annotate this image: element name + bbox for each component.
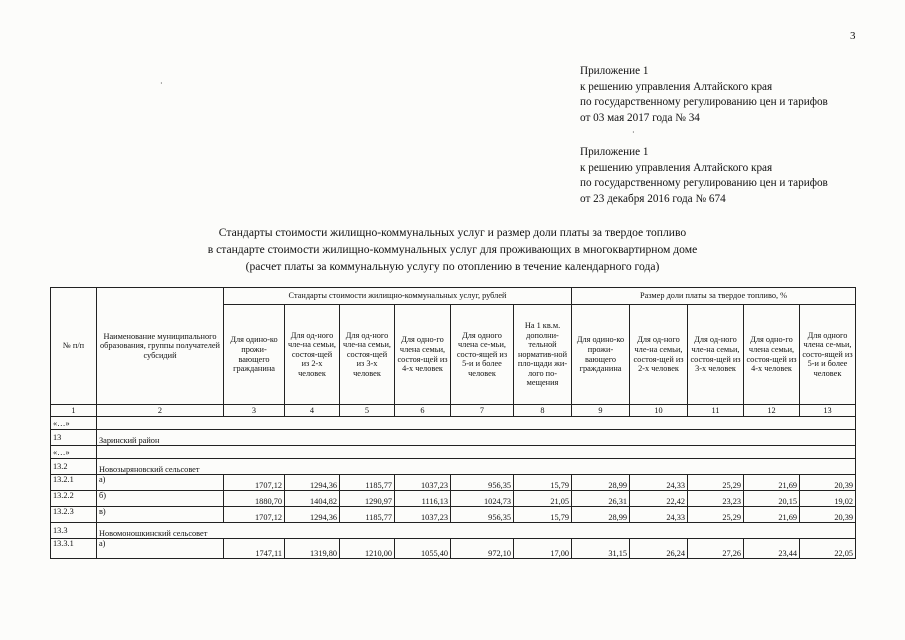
- table-row: [51, 507, 856, 523]
- header-share-col: Для од-ного чле-на семьи, состоя-щей из 2-х человек: [630, 305, 688, 405]
- value-cell: 25,29: [688, 507, 744, 523]
- value-cell: 28,99: [572, 507, 630, 523]
- column-number: 6: [395, 405, 451, 417]
- table-row: [51, 523, 856, 539]
- value-cell: 1319,80: [285, 539, 340, 559]
- table-row: [51, 459, 856, 475]
- value-cell: 20,39: [800, 475, 856, 491]
- row-number: 13.3: [51, 523, 97, 539]
- appendix-line: по государственному регулированию цен и тарифов: [580, 177, 828, 189]
- header-standard-col: Для одино-ко прожи-вающего гражданина: [224, 305, 285, 405]
- row-number: 13: [51, 430, 97, 446]
- value-cell: 17,00: [514, 539, 572, 559]
- appendix-line: от 03 мая 2017 года № 34: [580, 111, 700, 124]
- section-name: Заринский район: [97, 430, 856, 446]
- column-number: 13: [800, 405, 856, 417]
- value-cell: 1290,97: [340, 491, 395, 507]
- value-cell: 22,42: [630, 491, 688, 507]
- value-cell: 1055,40: [395, 539, 451, 559]
- value-cell: 22,05: [800, 539, 856, 559]
- value-cell: 1185,77: [340, 507, 395, 523]
- column-number: 10: [630, 405, 688, 417]
- value-cell: 19,02: [800, 491, 856, 507]
- value-cell: 1294,36: [285, 475, 340, 491]
- empty-cell: [97, 417, 856, 430]
- value-cell: 1707,12: [224, 507, 285, 523]
- column-number: 2: [97, 405, 224, 417]
- appendix-line: к решению управления Алтайского края: [580, 80, 773, 93]
- row-number: 13.2.2: [51, 491, 97, 507]
- document-title: [180, 224, 725, 275]
- scan-dot: ·: [632, 128, 635, 137]
- value-cell: 27,26: [688, 539, 744, 559]
- value-cell: 23,23: [688, 491, 744, 507]
- value-cell: 972,10: [451, 539, 514, 559]
- scan-dot: ·: [160, 79, 163, 88]
- title-line: в стандарте стоимости жилищно-коммунальных услуг для проживающих в многоквартирном доме: [207, 243, 698, 256]
- value-cell: 1880,70: [224, 491, 285, 507]
- title-line: Стандарты стоимости жилищно-коммунальных услуг и размер доли платы за твердое топливо: [218, 226, 687, 239]
- value-cell: 956,35: [451, 475, 514, 491]
- group-name: а): [97, 475, 224, 491]
- value-cell: 23,44: [744, 539, 800, 559]
- header-standard-col: Для одно-го члена семьи, состоя-щей из 4-х человек: [395, 305, 451, 405]
- value-cell: 28,99: [572, 475, 630, 491]
- header-standard-col: Для од-ного чле-на семьи, состоя-щей из 3-х человек: [340, 305, 395, 405]
- header-standard-col: Для од-ного чле-на семьи, состоя-щей из 2-х человек: [285, 305, 340, 405]
- value-cell: 20,15: [744, 491, 800, 507]
- value-cell: 1404,82: [285, 491, 340, 507]
- table-row: [51, 417, 856, 430]
- column-number: 11: [688, 405, 744, 417]
- ellipsis-cell: «…»: [51, 417, 97, 430]
- column-number: 8: [514, 405, 572, 417]
- page-number: 3: [850, 30, 856, 42]
- appendix-current: [580, 64, 828, 126]
- header-share-col: Для одино-ко прожи-вающего гражданина: [572, 305, 630, 405]
- appendix-line: от 23 декабря 2016 года № 674: [580, 192, 726, 205]
- table-row: [51, 475, 856, 491]
- appendix-line: Приложение 1: [580, 65, 649, 77]
- column-number: 4: [285, 405, 340, 417]
- header-group-share: Размер доли платы за твердое топливо, %: [572, 288, 856, 305]
- table-row: [51, 539, 856, 559]
- header-num: № п/п: [51, 288, 97, 405]
- value-cell: 21,05: [514, 491, 572, 507]
- column-number: 12: [744, 405, 800, 417]
- header-group-standards: Стандарты стоимости жилищно-коммунальных услуг, рублей: [224, 288, 572, 305]
- table-row: [51, 491, 856, 507]
- value-cell: 26,24: [630, 539, 688, 559]
- table-row: [51, 446, 856, 459]
- title-line: (расчет платы за коммунальную услугу по отоплению в течение календарного года): [245, 260, 660, 273]
- empty-cell: [97, 446, 856, 459]
- value-cell: 1037,23: [395, 507, 451, 523]
- header-standard-col: На 1 кв.м. дополни-тельной норматив-ной пло-щади жи-лого по-мещения: [514, 305, 572, 405]
- header-share-col: Для одного члена се-мьи, состо-ящей из 5-и и более человек: [800, 305, 856, 405]
- value-cell: 21,69: [744, 507, 800, 523]
- column-number: 3: [224, 405, 285, 417]
- value-cell: 21,69: [744, 475, 800, 491]
- value-cell: 15,79: [514, 507, 572, 523]
- section-name: Новомоношкинский сельсовет: [97, 523, 856, 539]
- value-cell: 24,33: [630, 507, 688, 523]
- table-row: [51, 430, 856, 446]
- group-name: б): [97, 491, 224, 507]
- value-cell: 20,39: [800, 507, 856, 523]
- value-cell: 31,15: [572, 539, 630, 559]
- tariff-table: [50, 287, 856, 559]
- header-name: Наименование муниципального образования, группы получателей субсидий: [97, 288, 224, 405]
- header-share-col: Для одно-го члена семьи, состоя-щей из 4-х человек: [744, 305, 800, 405]
- value-cell: 24,33: [630, 475, 688, 491]
- value-cell: 1747,11: [224, 539, 285, 559]
- value-cell: 1707,12: [224, 475, 285, 491]
- row-number: 13.2.3: [51, 507, 97, 523]
- header-share-col: Для од-ного чле-на семьи, состоя-щей из 3-х человек: [688, 305, 744, 405]
- ellipsis-cell: «…»: [51, 446, 97, 459]
- group-name: а): [97, 539, 224, 559]
- section-name: Новозыряновский сельсовет: [97, 459, 856, 475]
- value-cell: 1185,77: [340, 475, 395, 491]
- row-number: 13.3.1: [51, 539, 97, 559]
- column-number: 7: [451, 405, 514, 417]
- value-cell: 1024,73: [451, 491, 514, 507]
- group-name: в): [97, 507, 224, 523]
- appendix-line: Приложение 1: [580, 146, 649, 158]
- value-cell: 26,31: [572, 491, 630, 507]
- value-cell: 15,79: [514, 475, 572, 491]
- value-cell: 1116,13: [395, 491, 451, 507]
- value-cell: 1294,36: [285, 507, 340, 523]
- column-number: 9: [572, 405, 630, 417]
- value-cell: 1037,23: [395, 475, 451, 491]
- column-number: 5: [340, 405, 395, 417]
- row-number: 13.2: [51, 459, 97, 475]
- value-cell: 25,29: [688, 475, 744, 491]
- appendix-line: по государственному регулированию цен и тарифов: [580, 96, 828, 108]
- column-number: 1: [51, 405, 97, 417]
- appendix-line: к решению управления Алтайского края: [580, 161, 773, 174]
- header-standard-col: Для одного члена се-мьи, состо-ящей из 5-и и более человек: [451, 305, 514, 405]
- value-cell: 956,35: [451, 507, 514, 523]
- value-cell: 1210,00: [340, 539, 395, 559]
- row-number: 13.2.1: [51, 475, 97, 491]
- appendix-previous: [580, 145, 828, 207]
